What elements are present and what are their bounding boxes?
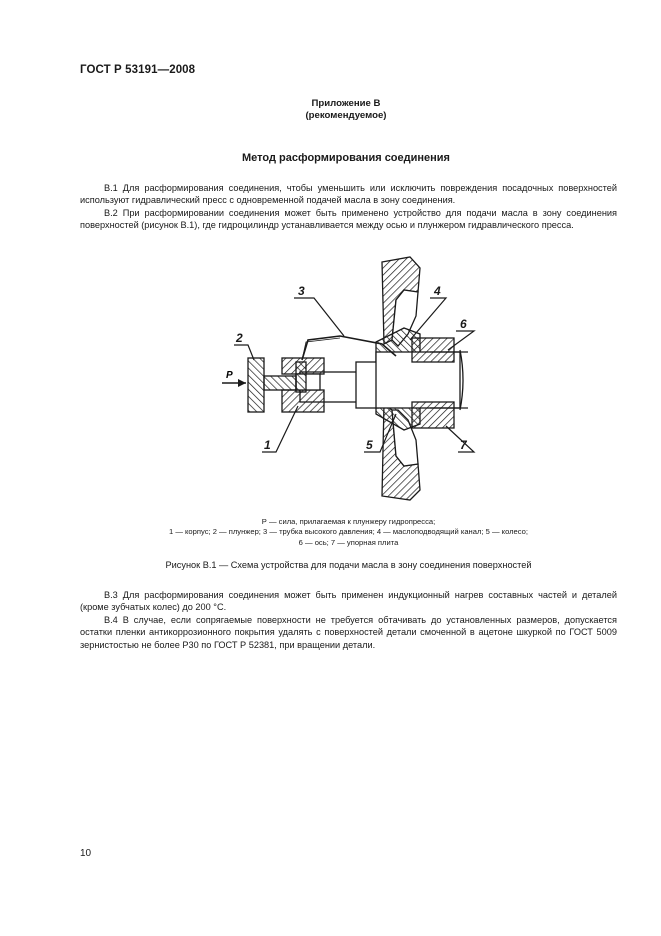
document-header: ГОСТ Р 53191—2008 (80, 64, 196, 76)
paragraph-b2: В.2 При расформировании соединения может быть применено устройство для подачи масла в зону соединения поверхностей (рисунок В.1), где гидроцилиндр устанавливается между осью и плунжером гидравлического пресса. (80, 208, 617, 231)
annex-status: (рекомендуемое) (305, 110, 387, 121)
callout-2: 2 (236, 331, 243, 345)
paragraph-b1: В.1 Для расформирования соединения, чтобы уменьшить или исключить повреждения посадочных поверхностей используют гидравлический пресс с одновременной подачей масла в зону соединения. (80, 183, 617, 206)
figure-caption: Рисунок В.1 — Схема устройства для подачи масла в зону соединения поверхностей (165, 560, 532, 570)
annex-title: Приложение В (311, 98, 381, 109)
paragraph-b3: В.3 Для расформирования соединения может быть применен индукционный нагрев составных частей и деталей (кроме зубчатых колес) до 200 °С. (80, 590, 617, 613)
press-body-part (248, 358, 324, 412)
figure-oil-feed-device (196, 252, 486, 507)
callout-4: 4 (434, 284, 441, 298)
callout-5: 5 (366, 438, 373, 452)
section-title: Метод расформирования соединения (242, 152, 450, 164)
callout-3: 3 (298, 284, 305, 298)
paragraph-b4: В.4 В случае, если сопрягаемые поверхности не требуется обтачивать до установленных размеров, допускается остатки пленки антикоррозионного покрытия удалять с поверхностей детали смоченной в ацетоне шкуркой по ГОСТ 5009 зернистостью не более Р30 по ГОСТ Р 52381, при вращении детали. (80, 615, 617, 650)
callout-6: 6 (460, 317, 467, 331)
figure-legend-line-3: 6 — ось; 7 — упорная плита (298, 538, 399, 547)
callout-1: 1 (264, 438, 271, 452)
page-number: 10 (80, 848, 92, 859)
figure-legend-line-1: Р — сила, прилагаемая к плунжеру гидропресса; (261, 517, 436, 526)
callout-7: 7 (460, 438, 467, 452)
force-label: Р (226, 370, 233, 381)
figure-legend-line-2: 1 — корпус; 2 — плунжер; 3 — трубка высокого давления; 4 — маслоподводящий канал; 5 — колесо; (168, 527, 528, 536)
